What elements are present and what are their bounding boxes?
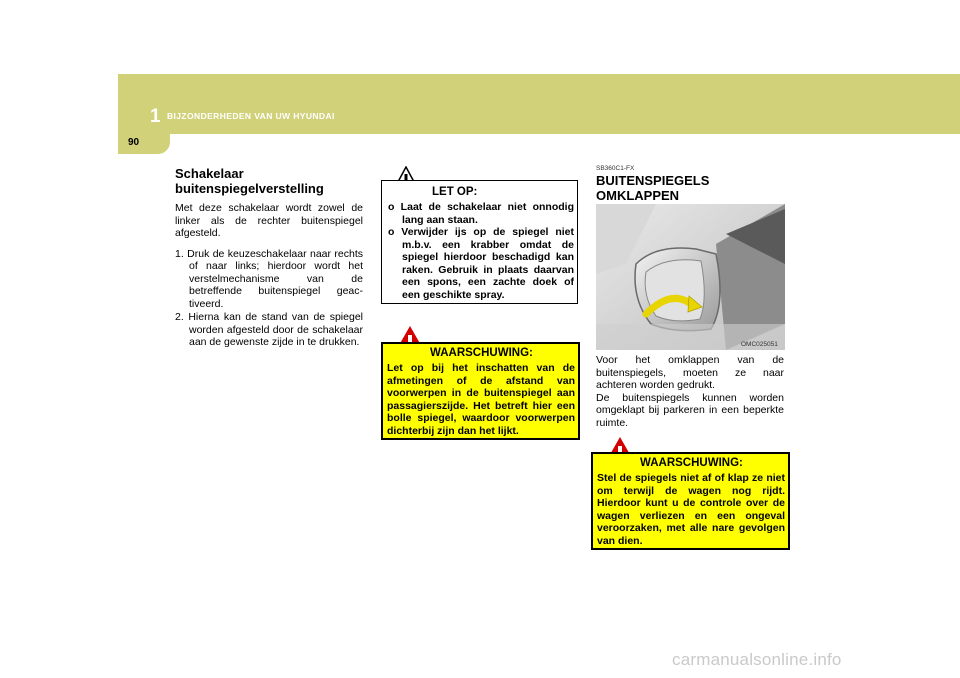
warning-title: WAARSCHUWING: [640,457,743,469]
chapter-number: 1 [150,106,161,127]
warning-text: Let op bij het inschatten van de afmetingen of de afstand van voorwerpen in de buitenspiegel aan passagierszijde. Het betreft hier een bolle spiegel, waardoor voorwerpen dichterbij zijn dan het lijkt. [387,362,575,437]
right-body [596,354,784,429]
caution-title: LET OP: [432,186,478,198]
steps-list [175,248,363,349]
chapter-title: BIJZONDERHEDEN VAN UW HYUNDAI [167,111,335,121]
caution-item: o Verwijder ijs op de spiegel niet m.b.v. een krabber omdat de spiegel hierdoor beschadigd kan raken. Gebruik in plaats daarvan een spons, een zachte doek of een geschikte spray. [388,226,574,301]
warning-text: Stel de spiegels niet af of klap ze niet om terwijl de wagen nog rijdt. Hierdoor kunt u de controle over de wagen verliezen en een ongeval veroorzaken, met alle nare gevolgen van dien. [597,472,785,547]
section-heading-fold-mirrors: BUITENSPIEGELS OMKLAPPEN [596,173,710,203]
intro-paragraph: Met deze schakelaar wordt zowel de linker als de rechter buitenspiegel afgesteld. [175,202,363,239]
right-heading-block [596,173,786,203]
caution-list [388,201,574,301]
body-paragraph: De buitenspiegels kunnen worden omgeklapt bij parkeren in een beperkte ruimte. [596,391,784,429]
section-heading-mirror-switch: Schakelaar buitenspiegelverstelling [175,166,324,196]
page-number-tab [118,134,170,154]
caution-box [381,180,578,304]
warning-title: WAARSCHUWING: [430,347,533,359]
caution-item: o Laat de schakelaar niet onnodig lang aan staan. [388,201,574,226]
mirror-photo [596,204,785,350]
body-paragraph: Voor het omklappen van de buitenspiegels, moeten ze naar achteren worden gedrukt. [596,354,784,391]
warning-box-right [591,452,790,550]
section-code: SB360C1-FX [596,165,635,172]
step-item: 2. Hierna kan de stand van de spiegel worden afgesteld door de schakelaar aan de gewenste zijde in te drukken. [175,311,363,348]
header-band [118,74,960,134]
watermark: carmanualsonline.info [672,650,842,669]
image-code: OMC025051 [741,341,778,348]
step-item: 1. Druk de keuzeschakelaar naar rechts of naar links; hierdoor wordt het verstelmechanisme van de betreffende buitenspiegel geac-tiveerd. [175,247,363,310]
left-column [175,166,363,350]
page-number: 90 [128,137,140,148]
warning-box-middle [381,342,580,440]
